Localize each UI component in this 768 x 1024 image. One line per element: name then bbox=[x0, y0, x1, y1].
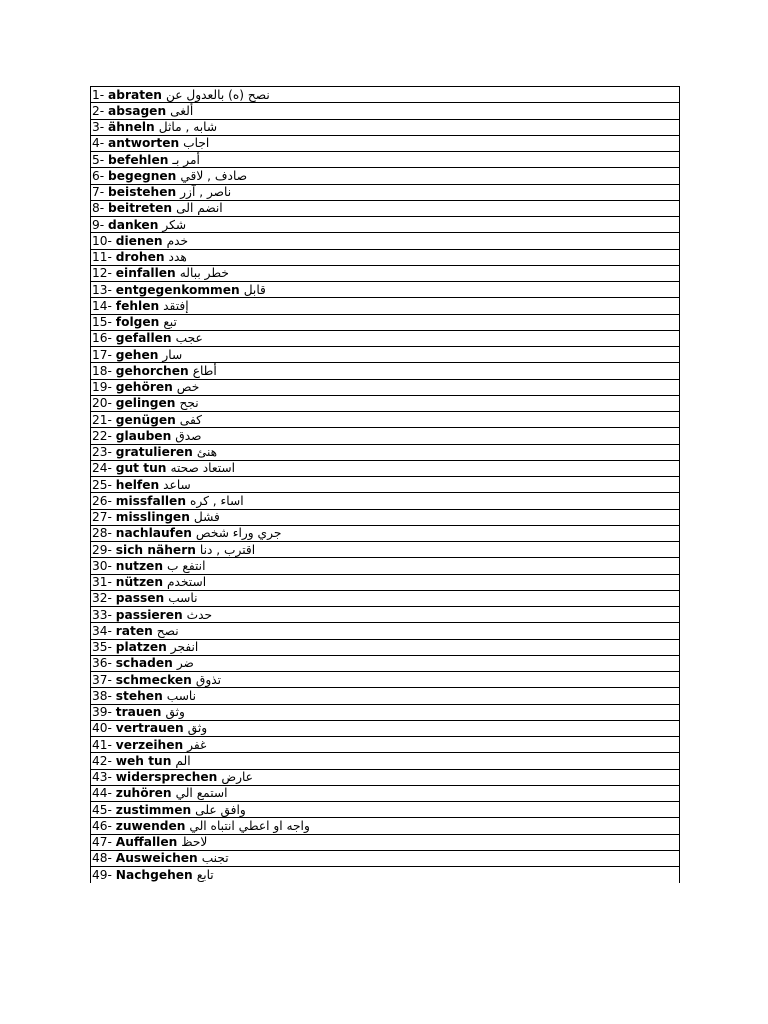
table-row bbox=[91, 510, 679, 526]
table-row bbox=[91, 315, 679, 331]
entry-number: 2- bbox=[92, 103, 105, 118]
table-row bbox=[91, 851, 679, 867]
table-row bbox=[91, 753, 679, 769]
arabic-translation: سار bbox=[162, 347, 183, 362]
entry-number: 14- bbox=[92, 298, 112, 313]
german-verb: gehen bbox=[115, 347, 159, 362]
german-verb: befehlen bbox=[108, 152, 169, 167]
german-verb: Auffallen bbox=[115, 835, 178, 850]
german-verb: nützen bbox=[115, 575, 163, 590]
arabic-translation: هنئ bbox=[196, 445, 218, 460]
entry-number: 43- bbox=[92, 770, 112, 785]
table-row bbox=[91, 656, 679, 672]
entry-number: 49- bbox=[92, 868, 112, 883]
german-verb: abraten bbox=[108, 87, 162, 102]
arabic-translation: وافق على bbox=[195, 802, 246, 817]
arabic-translation: اساء , كره bbox=[190, 493, 244, 508]
german-verb: trauen bbox=[115, 705, 162, 720]
entry-number: 48- bbox=[92, 851, 112, 866]
german-verb: einfallen bbox=[115, 266, 176, 281]
arabic-translation: اقترب , دنا bbox=[199, 542, 256, 557]
entry-number: 19- bbox=[92, 380, 112, 395]
table-row bbox=[91, 558, 679, 574]
entry-number: 18- bbox=[92, 363, 112, 378]
entry-number: 44- bbox=[92, 786, 112, 801]
arabic-translation: خطر بباله bbox=[179, 266, 229, 281]
entry-number: 45- bbox=[92, 802, 112, 817]
arabic-translation: ساعد bbox=[163, 477, 191, 492]
entry-number: 16- bbox=[92, 331, 112, 346]
arabic-translation: شابه , ماثل bbox=[158, 120, 218, 135]
german-verb: begegnen bbox=[108, 168, 177, 183]
arabic-translation: شكر bbox=[162, 217, 187, 232]
table-row bbox=[91, 168, 679, 184]
table-row bbox=[91, 672, 679, 688]
table-row bbox=[91, 331, 679, 347]
german-verb: raten bbox=[115, 623, 153, 638]
entry-number: 42- bbox=[92, 753, 112, 768]
arabic-translation: أمر بـ bbox=[172, 152, 200, 167]
entry-number: 11- bbox=[92, 250, 112, 265]
german-verb: verzeihen bbox=[115, 737, 184, 752]
arabic-translation: خص bbox=[176, 380, 200, 395]
german-verb: widersprechen bbox=[115, 770, 218, 785]
arabic-translation: لاحظ bbox=[181, 835, 208, 850]
german-verb: glauben bbox=[115, 428, 172, 443]
table-row bbox=[91, 250, 679, 266]
table-row bbox=[91, 623, 679, 639]
table-row bbox=[91, 380, 679, 396]
german-verb: passen bbox=[115, 591, 165, 606]
arabic-translation: تذوق bbox=[195, 672, 221, 687]
entry-number: 6- bbox=[92, 168, 105, 183]
german-verb: genügen bbox=[115, 412, 176, 427]
table-row bbox=[91, 575, 679, 591]
table-row bbox=[91, 526, 679, 542]
arabic-translation: هدد bbox=[168, 250, 187, 265]
table-row bbox=[91, 461, 679, 477]
german-verb: misslingen bbox=[115, 510, 190, 525]
arabic-translation: تابع bbox=[196, 868, 214, 883]
arabic-translation: ناصر , آزر bbox=[180, 185, 232, 200]
entry-number: 13- bbox=[92, 282, 112, 297]
arabic-translation: اجاب bbox=[183, 136, 210, 151]
table-row bbox=[91, 217, 679, 233]
arabic-translation: عجب bbox=[175, 331, 203, 346]
table-row bbox=[91, 835, 679, 851]
table-row bbox=[91, 705, 679, 721]
table-row bbox=[91, 266, 679, 282]
arabic-translation: حدث bbox=[186, 607, 213, 622]
entry-number: 46- bbox=[92, 818, 112, 833]
table-row bbox=[91, 607, 679, 623]
arabic-translation: نصح (ه) بالعدول عن bbox=[165, 87, 270, 102]
arabic-translation: صدق bbox=[175, 428, 202, 443]
entry-number: 21- bbox=[92, 412, 112, 427]
german-verb: danken bbox=[108, 217, 159, 232]
german-verb: zuwenden bbox=[115, 818, 186, 833]
arabic-translation: عارض bbox=[221, 770, 253, 785]
arabic-translation: جري وراء شخص bbox=[195, 526, 282, 541]
table-row bbox=[91, 688, 679, 704]
table-row bbox=[91, 445, 679, 461]
german-verb: gut tun bbox=[115, 461, 167, 476]
entry-number: 26- bbox=[92, 493, 112, 508]
german-verb: absagen bbox=[108, 103, 167, 118]
table-row bbox=[91, 201, 679, 217]
german-verb: zustimmen bbox=[115, 802, 192, 817]
entry-number: 29- bbox=[92, 542, 112, 557]
table-row bbox=[91, 721, 679, 737]
german-verb: missfallen bbox=[115, 493, 186, 508]
german-verb: beitreten bbox=[108, 201, 173, 216]
german-verb: dienen bbox=[115, 233, 163, 248]
arabic-translation: نجح bbox=[179, 396, 199, 411]
german-verb: gehören bbox=[115, 380, 173, 395]
entry-number: 9- bbox=[92, 217, 105, 232]
entry-number: 17- bbox=[92, 347, 112, 362]
table-row bbox=[91, 818, 679, 834]
german-verb: fehlen bbox=[115, 298, 160, 313]
arabic-translation: صادف , لاقي bbox=[180, 168, 248, 183]
table-row bbox=[91, 152, 679, 168]
arabic-translation: وثق bbox=[165, 705, 185, 720]
entry-number: 23- bbox=[92, 445, 112, 460]
arabic-translation: أطاع bbox=[192, 363, 217, 378]
table-row bbox=[91, 493, 679, 509]
entry-number: 15- bbox=[92, 315, 112, 330]
entry-number: 35- bbox=[92, 640, 112, 655]
arabic-translation: تجنب bbox=[201, 851, 229, 866]
entry-number: 10- bbox=[92, 233, 112, 248]
table-row bbox=[91, 786, 679, 802]
table-row bbox=[91, 120, 679, 136]
arabic-translation: تبع bbox=[163, 315, 177, 330]
german-verb: schmecken bbox=[115, 672, 192, 687]
arabic-translation: غفر bbox=[187, 737, 207, 752]
german-verb: helfen bbox=[115, 477, 160, 492]
entry-number: 20- bbox=[92, 396, 112, 411]
arabic-translation: وثق bbox=[187, 721, 208, 736]
table-row bbox=[91, 185, 679, 201]
entry-number: 12- bbox=[92, 266, 112, 281]
german-verb: nutzen bbox=[115, 558, 163, 573]
arabic-translation: انتفع ب bbox=[167, 558, 206, 573]
table-row bbox=[91, 640, 679, 656]
german-verb: ähneln bbox=[108, 120, 155, 135]
table-row bbox=[91, 802, 679, 818]
arabic-translation: انفجر bbox=[170, 640, 199, 655]
arabic-translation: نصح bbox=[156, 623, 179, 638]
german-verb: passieren bbox=[115, 607, 183, 622]
table-row bbox=[91, 103, 679, 119]
entry-number: 33- bbox=[92, 607, 112, 622]
german-verb: stehen bbox=[115, 688, 163, 703]
entry-number: 30- bbox=[92, 558, 112, 573]
table-row bbox=[91, 298, 679, 314]
table-row bbox=[91, 477, 679, 493]
arabic-translation: استمع الي bbox=[175, 786, 228, 801]
entry-number: 34- bbox=[92, 623, 112, 638]
entry-number: 40- bbox=[92, 721, 112, 736]
german-verb: antworten bbox=[108, 136, 180, 151]
german-verb: Nachgehen bbox=[115, 868, 193, 883]
arabic-translation: استعاد صحته bbox=[170, 461, 236, 476]
arabic-translation: ناسب bbox=[168, 591, 198, 606]
entry-number: 37- bbox=[92, 672, 112, 687]
table-row bbox=[91, 233, 679, 249]
german-verb: Ausweichen bbox=[115, 851, 198, 866]
german-verb: gehorchen bbox=[115, 363, 189, 378]
german-verb: platzen bbox=[115, 640, 167, 655]
entry-number: 38- bbox=[92, 688, 112, 703]
table-row bbox=[91, 867, 679, 883]
table-row bbox=[91, 87, 679, 103]
table-row bbox=[91, 396, 679, 412]
arabic-translation: كفى bbox=[179, 412, 202, 427]
table-row bbox=[91, 282, 679, 298]
german-verb: weh tun bbox=[115, 753, 172, 768]
arabic-translation: ناسب bbox=[166, 688, 197, 703]
arabic-translation: استخدم bbox=[167, 575, 207, 590]
table-row bbox=[91, 591, 679, 607]
arabic-translation: الم bbox=[175, 753, 191, 768]
arabic-translation: قابل bbox=[243, 282, 266, 297]
german-verb: zuhören bbox=[115, 786, 172, 801]
german-verb: folgen bbox=[115, 315, 160, 330]
entry-number: 25- bbox=[92, 477, 112, 492]
table-row bbox=[91, 737, 679, 753]
entry-number: 47- bbox=[92, 835, 112, 850]
german-verb: schaden bbox=[115, 656, 173, 671]
entry-number: 41- bbox=[92, 737, 112, 752]
entry-number: 36- bbox=[92, 656, 112, 671]
arabic-translation: انضم الى bbox=[176, 201, 223, 216]
table-row bbox=[91, 347, 679, 363]
arabic-translation: واجه او اعطي انتباه الي bbox=[189, 818, 310, 833]
entry-number: 24- bbox=[92, 461, 112, 476]
german-verb: gratulieren bbox=[115, 445, 193, 460]
entry-number: 7- bbox=[92, 185, 105, 200]
entry-number: 5- bbox=[92, 152, 105, 167]
entry-number: 3- bbox=[92, 120, 105, 135]
german-verb: gefallen bbox=[115, 331, 172, 346]
entry-number: 39- bbox=[92, 705, 112, 720]
entry-number: 4- bbox=[92, 136, 105, 151]
table-row bbox=[91, 136, 679, 152]
table-row bbox=[91, 770, 679, 786]
arabic-translation: ألغى bbox=[170, 103, 194, 118]
table-row bbox=[91, 428, 679, 444]
table-row bbox=[91, 542, 679, 558]
german-verb: vertrauen bbox=[115, 721, 184, 736]
arabic-translation: خدم bbox=[166, 233, 189, 248]
german-verb: nachlaufen bbox=[115, 526, 192, 541]
arabic-translation: ضر bbox=[176, 656, 194, 671]
german-verb: drohen bbox=[115, 250, 165, 265]
entry-number: 27- bbox=[92, 510, 112, 525]
german-verb: beistehen bbox=[108, 185, 177, 200]
german-verb: sich nähern bbox=[115, 542, 196, 557]
entry-number: 8- bbox=[92, 201, 105, 216]
table-row bbox=[91, 412, 679, 428]
entry-number: 28- bbox=[92, 526, 112, 541]
entry-number: 31- bbox=[92, 575, 112, 590]
german-verb: gelingen bbox=[115, 396, 176, 411]
table-row bbox=[91, 363, 679, 379]
arabic-translation: فشل bbox=[193, 510, 220, 525]
german-verb: entgegenkommen bbox=[115, 282, 240, 297]
entry-number: 22- bbox=[92, 428, 112, 443]
entry-number: 32- bbox=[92, 591, 112, 606]
entry-number: 1- bbox=[92, 87, 105, 102]
arabic-translation: إفتقد bbox=[163, 298, 189, 313]
vocabulary-table bbox=[90, 86, 680, 883]
